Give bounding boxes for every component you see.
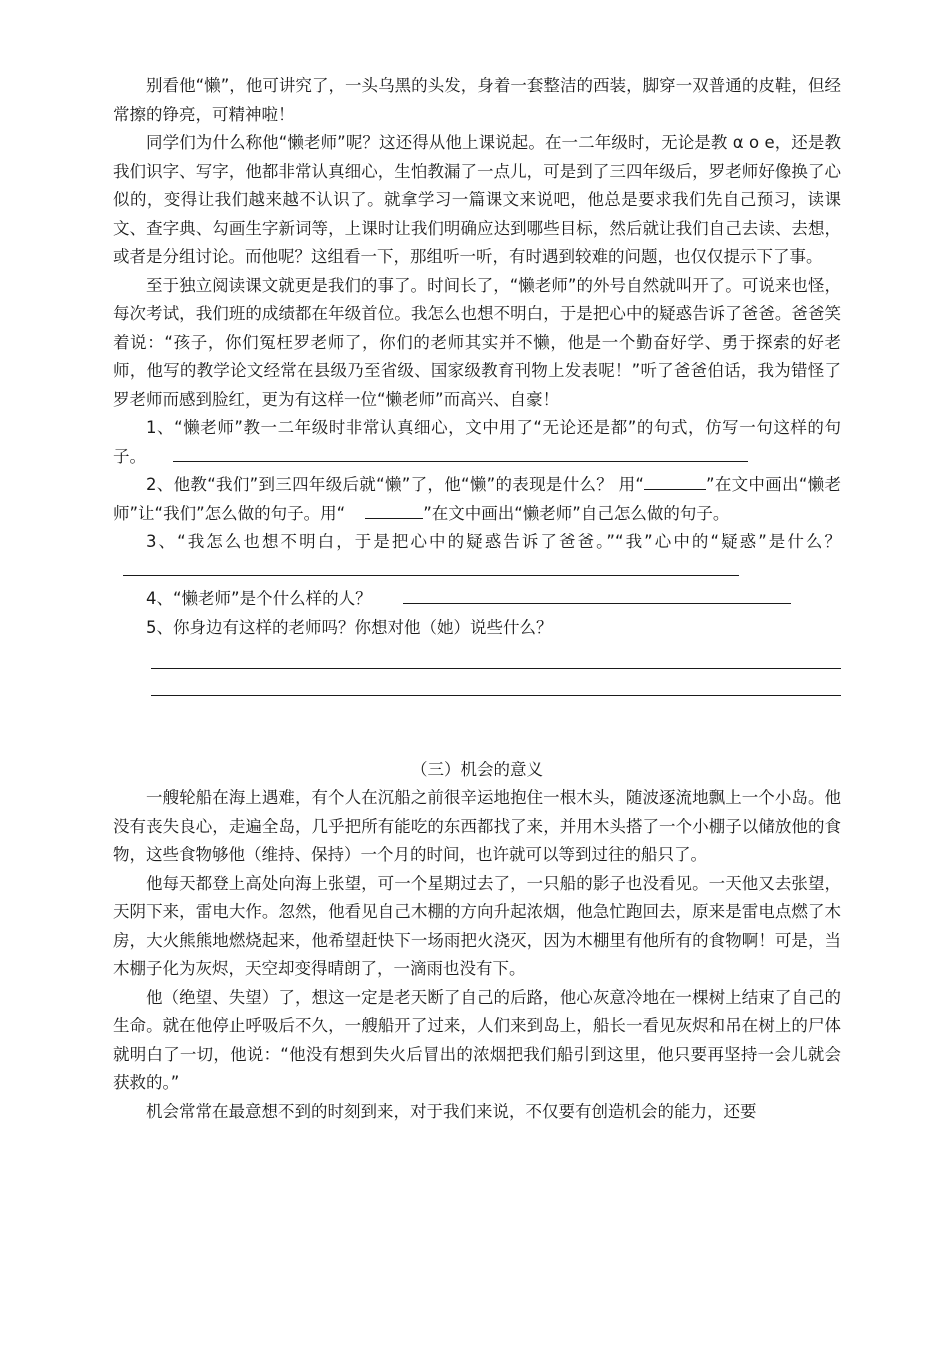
story2-paragraph-1: 一艘轮船在海上遇难，有个人在沉船之前很辛运地抱住一根木头，随波逐流地飘上一个小岛。他没有丧失良心，走遍全岛，几乎把所有能吃的东西都找了来，并用木头搭了一个小棚子以储放他的食物，这些食物够他（维持、保持）一个月的时间，也许就可以等到过往的船只了。	[113, 788, 841, 864]
question-1	[113, 414, 841, 471]
question-1-text: 1、“懒老师”教一二年级时非常认真细心，文中用了“无论还是都”的句式，仿写一句这样的句子。	[113, 418, 841, 466]
story1-paragraph-3: 至于独立阅读课文就更是我们的事了。时间长了，“懒老师”的外号自然就叫开了。可说来也怪，每次考试，我们班的成绩都在年级首位。我怎么也想不明白，于是把心中的疑惑告诉了爸爸。爸爸笑着说：“孩子，你们冤枉罗老师了，你们的老师其实并不懒，他是一个勤奋好学、勇于探索的好老师，他写的教学论文经常在县级乃至省级、国家级教育刊物上发表呢！”听了爸爸伯话，我为错怪了罗老师而感到脸红，更为有这样一位“懒老师”而高兴、自豪！	[113, 275, 841, 409]
question-5-text: 5、你身边有这样的老师吗？你想对他（她）说些什么？	[146, 617, 553, 637]
document-page	[113, 72, 841, 1126]
question-1-answer-blank[interactable]	[173, 443, 748, 462]
question-2-mark-blank-2[interactable]	[365, 500, 423, 519]
question-2-text-a: 2、他教“我们”到三四年级后就“懒”了，他“懒”的表现是什么？ 用“	[146, 475, 644, 494]
story2-paragraph-4: 机会常常在最意想不到的时刻到来，对于我们来说，不仅要有创造机会的能力，还要	[146, 1101, 757, 1121]
question-3-answer-blank[interactable]	[123, 557, 739, 576]
question-4-answer-blank[interactable]	[403, 585, 791, 604]
question-4	[113, 585, 841, 614]
question-2-text-b: ”在文中画出“懒老师”让“我们”怎么做的句子。用“	[113, 475, 841, 523]
question-5	[113, 614, 841, 643]
section-title: （三）机会的意义	[411, 760, 543, 779]
story2-paragraph-2: 他每天都登上高处向海上张望，可一个星期过去了，一只船的影子也没看见。一天他又去张望，天阴下来，雷电大作。忽然，他看见自己木棚的方向升起浓烟，他急忙跑回去，原来是雷电点燃了木房，大火熊熊地燃烧起来，他希望赶快下一场雨把火浇灭，因为木棚里有他所有的食物啊！可是，当木棚子化为灰烬，天空却变得晴朗了，一滴雨也没有下。	[113, 873, 841, 978]
question-4-text: 4、“懒老师”是个什么样的人？	[146, 589, 372, 608]
question-2	[113, 471, 841, 528]
story2-paragraph-3: 他（绝望、失望）了，想这一定是老天断了自己的后路，他心灰意冷地在一棵树上结束了自己的生命。就在他停止呼吸后不久，一艘船开了过来，人们来到岛上，船长一看见灰烬和吊在树上的尸体就明白了一切，他说：“他没有想到失火后冒出的浓烟把我们船引到这里，他只要再坚持一会儿就会获救的。”	[113, 987, 841, 1092]
question-5-answer-line-2[interactable]	[151, 669, 841, 696]
question-2-text-c: ”在文中画出“懒老师”自己怎么做的句子。	[423, 503, 730, 523]
story1-paragraph-1: 别看他“懒”，他可讲究了，一头乌黑的头发，身着一套整洁的西装，脚穿一双普通的皮鞋，但经常擦的铮亮，可精神啦！	[113, 76, 841, 124]
story1-paragraph-2: 同学们为什么称他“懒老师”呢？这还得从他上课说起。在一二年级时，无论是教 α o e，还是教我们识字、写字，他都非常认真细心，生怕教漏了一点儿，可是到了三四年级后，罗老师好像换了心似的，变得让我们越来越不认识了。就拿学习一篇课文来说吧，他总是要求我们先自己预习，读课文、查字典、勾画生字新词等，上课时让我们明确应达到哪些目标，然后就让我们自己去读、去想，或者是分组讨论。而他呢？这组看一下，那组听一听，有时遇到较难的问题，也仅仅提示下了事。	[113, 133, 841, 266]
question-2-mark-blank-1[interactable]	[644, 471, 706, 490]
question-3-text: 3、“我怎么也想不明白，于是把心中的疑惑告诉了爸爸。”“我”心中的“疑惑”是什么？	[146, 532, 841, 551]
question-3	[113, 528, 841, 585]
question-5-answer-line-1[interactable]	[151, 642, 841, 669]
